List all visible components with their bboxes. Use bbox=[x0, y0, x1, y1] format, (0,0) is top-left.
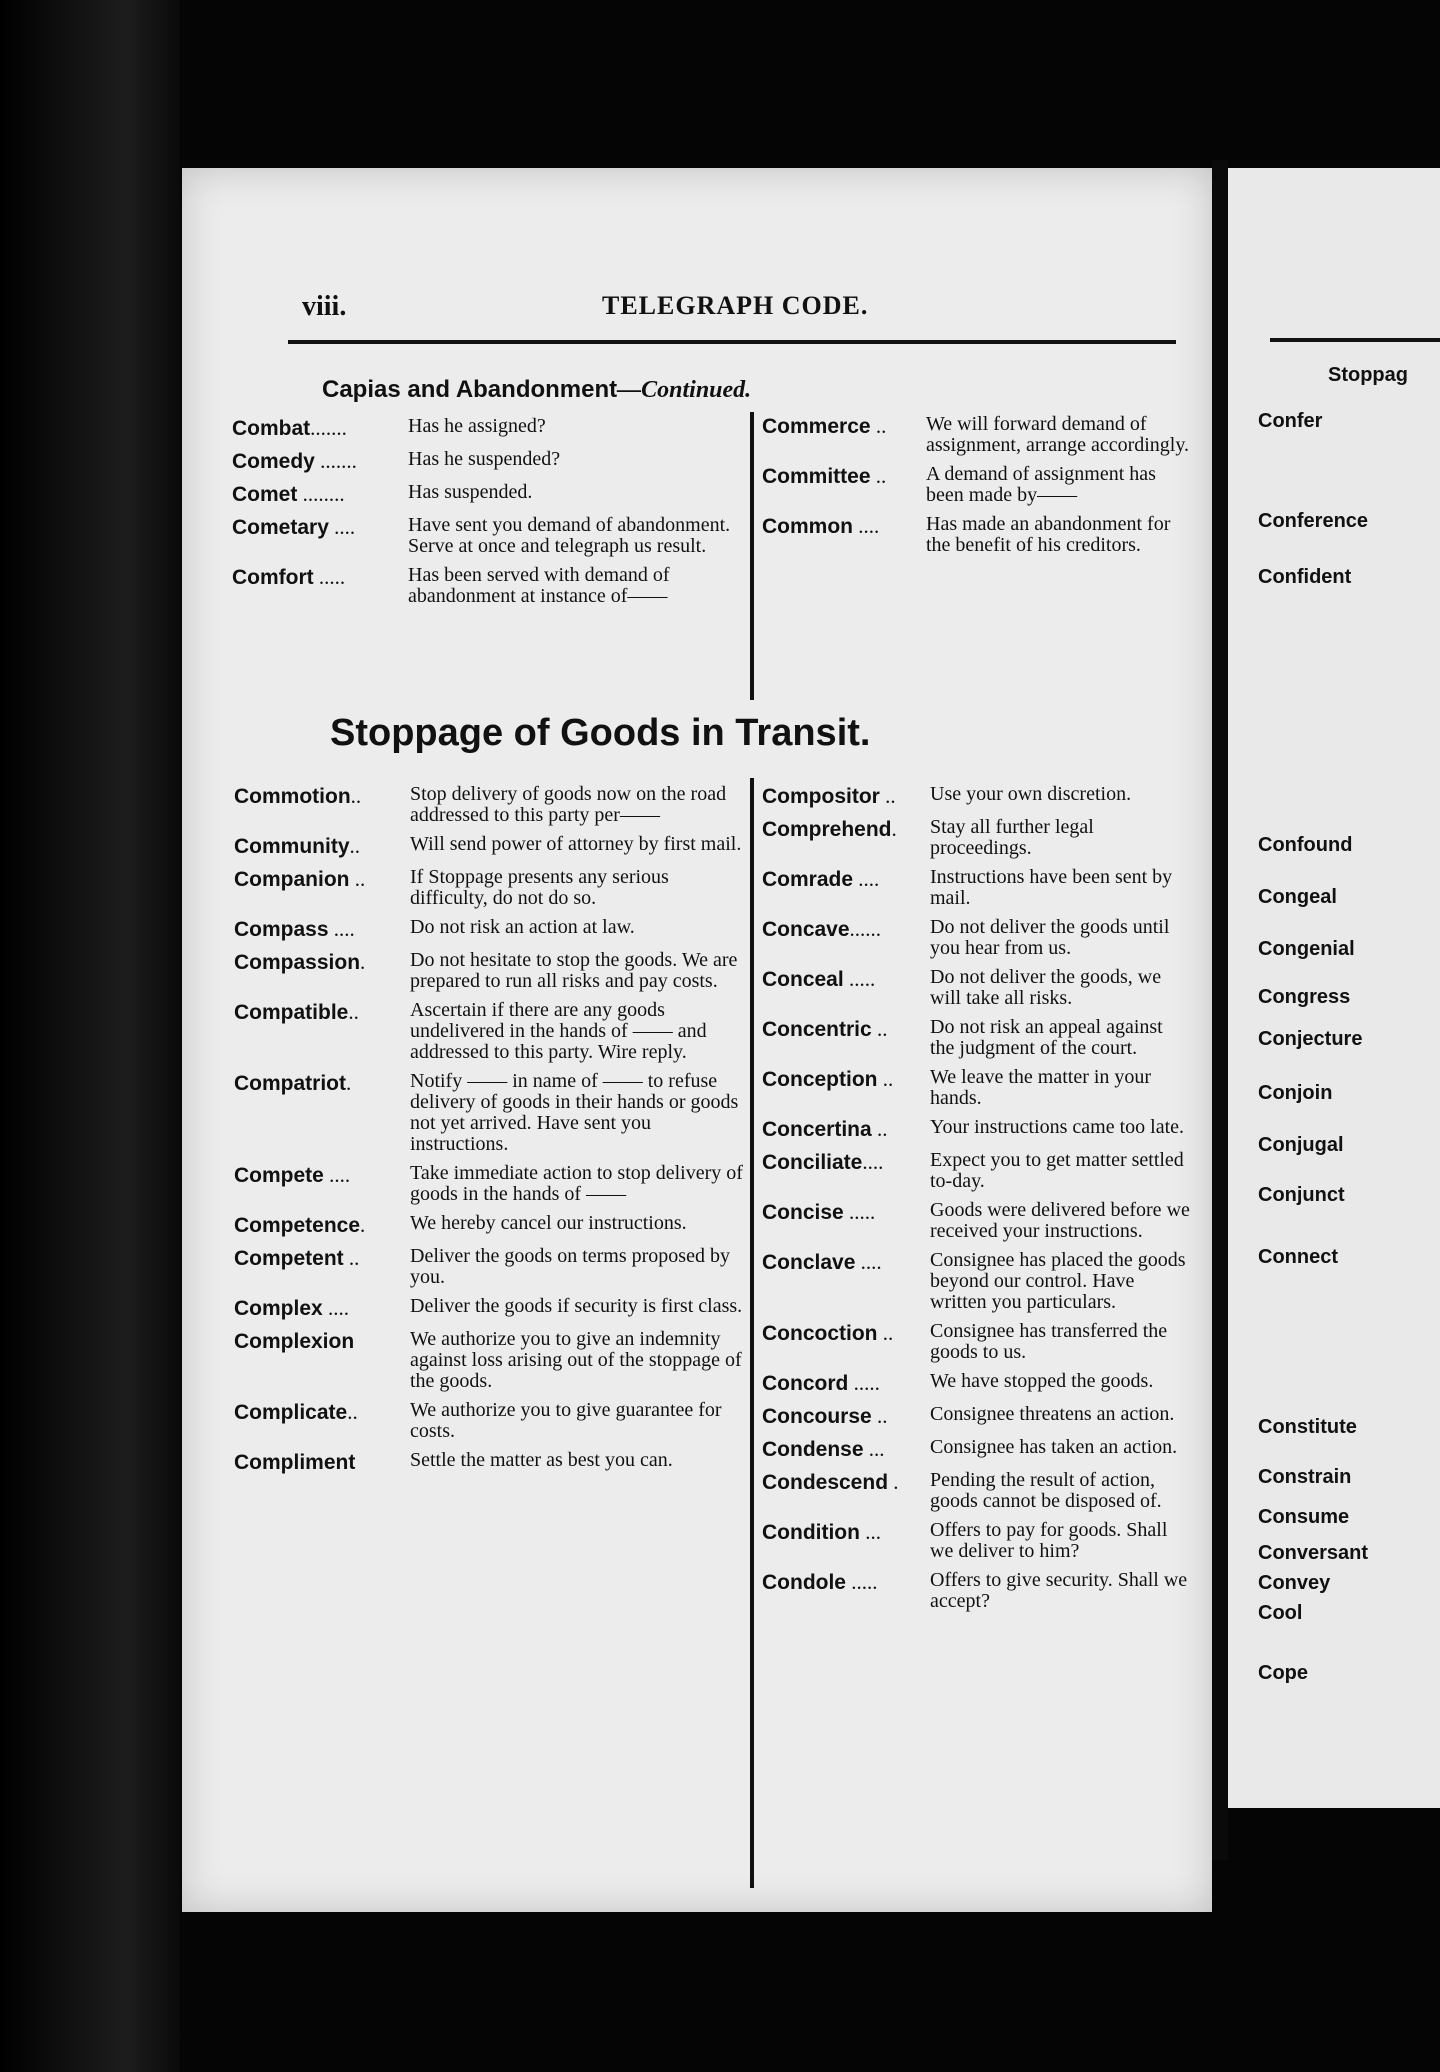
code-meaning: Do not deliver the goods, we will take all risks. bbox=[930, 966, 1162, 1009]
running-title: TELEGRAPH CODE. bbox=[602, 291, 869, 320]
leader-dots: .. bbox=[879, 784, 896, 808]
code-entry bbox=[234, 784, 744, 826]
leader-dots: .. bbox=[871, 1404, 888, 1428]
code-word: Committee .. bbox=[762, 464, 887, 488]
code-entry bbox=[762, 1404, 1192, 1429]
code-word: Comrade .... bbox=[762, 867, 880, 891]
code-meaning: Has made an abandonment for the benefit of his creditors. bbox=[926, 513, 1171, 556]
code-meaning: Have sent you demand of abandonment. Serve at once and telegraph us result. bbox=[408, 514, 731, 557]
page-gutter bbox=[1212, 160, 1228, 1860]
leader-dots: ...... bbox=[849, 917, 882, 941]
code-word: Common .... bbox=[762, 514, 880, 538]
code-meaning: We authorize you to give guarantee for costs. bbox=[410, 1399, 722, 1442]
code-meaning: Will send power of attorney by first mail. bbox=[410, 833, 742, 855]
code-word: Concertina .. bbox=[762, 1117, 888, 1141]
code-entry bbox=[232, 416, 742, 441]
code-meaning: Expect you to get matter settled to-day. bbox=[930, 1149, 1184, 1192]
code-entry bbox=[232, 482, 742, 507]
code-entry bbox=[762, 464, 1192, 506]
right-code-word: Congenial bbox=[1258, 938, 1355, 960]
section1-right-column bbox=[762, 414, 1192, 564]
right-code-word: Consume bbox=[1258, 1506, 1350, 1528]
leader-dots: .... bbox=[322, 1296, 349, 1320]
code-word: Concourse .. bbox=[762, 1404, 888, 1428]
code-entry bbox=[234, 917, 744, 942]
leader-dots: .. bbox=[871, 1017, 888, 1041]
code-meaning: Deliver the goods on terms proposed by you. bbox=[410, 1245, 730, 1288]
leader-dots: . bbox=[891, 817, 897, 841]
code-entry bbox=[762, 1200, 1192, 1242]
right-code-word: Conjunct bbox=[1258, 1184, 1345, 1206]
code-entry bbox=[762, 414, 1192, 456]
code-meaning: Goods were delivered before we received your instructions. bbox=[930, 1199, 1190, 1242]
code-meaning: Consignee has transferred the goods to us. bbox=[930, 1320, 1168, 1363]
right-code-word: Cool bbox=[1258, 1602, 1303, 1624]
leader-dots: .. bbox=[877, 1067, 894, 1091]
leader-dots: ..... bbox=[313, 565, 346, 589]
right-header-rule bbox=[1270, 338, 1440, 342]
right-code-word: Conjecture bbox=[1258, 1028, 1363, 1050]
code-meaning: Has been served with demand of abandonment at instance of—— bbox=[408, 564, 670, 607]
code-entry bbox=[762, 1150, 1192, 1192]
column-divider-1 bbox=[750, 412, 754, 700]
code-meaning: Stay all further legal proceedings. bbox=[930, 816, 1094, 859]
code-word: Compatriot. bbox=[234, 1071, 352, 1095]
code-meaning: Stop delivery of goods now on the road addressed to this party per—— bbox=[410, 783, 727, 826]
code-meaning: Has suspended. bbox=[408, 481, 533, 503]
code-entry bbox=[234, 1000, 744, 1063]
code-word: Comet ........ bbox=[232, 482, 345, 506]
leader-dots: ... bbox=[859, 1520, 881, 1544]
leader-dots: ..... bbox=[843, 1200, 876, 1224]
leader-dots: .. bbox=[877, 1321, 894, 1345]
code-word: Compass .... bbox=[234, 917, 355, 941]
code-entry bbox=[762, 1371, 1192, 1396]
code-word: Conciliate.... bbox=[762, 1150, 884, 1174]
code-meaning: Deliver the goods if security is first class. bbox=[410, 1295, 743, 1317]
section-title-stoppage: Stoppage of Goods in Transit. bbox=[330, 712, 871, 754]
code-entry bbox=[762, 514, 1192, 556]
code-meaning: A demand of assignment has been made by—— bbox=[926, 463, 1156, 506]
code-entry bbox=[762, 1520, 1192, 1562]
leader-dots: . bbox=[346, 1071, 352, 1095]
code-meaning: We authorize you to give an indemnity against loss arising out of the stoppage of the goods. bbox=[410, 1328, 742, 1392]
code-meaning: Do not risk an action at law. bbox=[410, 916, 635, 938]
code-word: Concise ..... bbox=[762, 1200, 876, 1224]
code-meaning: Offers to pay for goods. Shall we deliver to him? bbox=[930, 1519, 1168, 1562]
leader-dots: .. bbox=[349, 834, 360, 858]
code-meaning: Instructions have been sent by mail. bbox=[930, 866, 1173, 909]
code-word: Condition ... bbox=[762, 1520, 881, 1544]
code-meaning: Has he assigned? bbox=[408, 415, 546, 437]
leader-dots: .... bbox=[328, 917, 355, 941]
right-code-word: Conference bbox=[1258, 510, 1369, 532]
leader-dots: .... bbox=[855, 1250, 882, 1274]
code-entry bbox=[234, 950, 744, 992]
right-code-word: Cope bbox=[1258, 1662, 1308, 1684]
section1-left-column bbox=[232, 416, 742, 615]
leader-dots: .... bbox=[323, 1163, 351, 1187]
code-entry bbox=[762, 1017, 1192, 1059]
code-word: Concentric .. bbox=[762, 1017, 888, 1041]
right-code-word: Congress bbox=[1258, 986, 1351, 1008]
leader-dots: ....... bbox=[310, 416, 347, 440]
code-word: Compositor .. bbox=[762, 784, 896, 808]
leader-dots: .. bbox=[350, 784, 362, 808]
code-word: Concoction .. bbox=[762, 1321, 894, 1345]
code-entry bbox=[234, 1329, 744, 1392]
leader-dots: .. bbox=[349, 867, 366, 891]
leader-dots: .... bbox=[862, 1150, 884, 1174]
leader-dots: .... bbox=[853, 514, 880, 538]
code-entry bbox=[762, 917, 1192, 959]
right-code-word: Confound bbox=[1258, 834, 1353, 856]
code-word: Compatible.. bbox=[234, 1000, 359, 1024]
right-code-word: Conjoin bbox=[1258, 1082, 1333, 1104]
right-code-word: Confident bbox=[1258, 566, 1352, 588]
page-header bbox=[302, 291, 1172, 331]
code-entry bbox=[234, 1213, 744, 1238]
leader-dots: .... bbox=[853, 867, 880, 891]
bottom-shadow bbox=[180, 1912, 1440, 2072]
code-word: Complexion bbox=[234, 1330, 355, 1353]
code-word: Complicate.. bbox=[234, 1400, 358, 1424]
code-word: Competent .. bbox=[234, 1246, 360, 1270]
code-meaning: We leave the matter in your hands. bbox=[930, 1066, 1152, 1109]
leader-dots: . bbox=[360, 950, 366, 974]
header-rule bbox=[288, 340, 1176, 344]
right-code-word: Connect bbox=[1258, 1246, 1338, 1268]
right-code-word: Conjugal bbox=[1258, 1134, 1344, 1156]
code-entry bbox=[762, 784, 1192, 809]
code-meaning: Use your own discretion. bbox=[930, 783, 1132, 805]
code-word: Companion .. bbox=[234, 867, 366, 891]
code-meaning: Consignee has taken an action. bbox=[930, 1436, 1178, 1458]
code-entry bbox=[234, 1400, 744, 1442]
code-entry bbox=[762, 1570, 1192, 1612]
section2-left-column bbox=[234, 784, 744, 1483]
code-meaning: Do not deliver the goods until you hear from us. bbox=[930, 916, 1170, 959]
code-meaning: Do not hesitate to stop the goods. We are prepared to run all risks and pay costs. bbox=[410, 949, 738, 992]
right-code-word: Conversant bbox=[1258, 1542, 1369, 1564]
code-meaning: Notify —— in name of —— to refuse delivery of goods in their hands or goods not yet arrived. Have sent you instructions. bbox=[410, 1070, 739, 1155]
right-code-word: Convey bbox=[1258, 1572, 1331, 1594]
right-page-fragment bbox=[1228, 168, 1440, 1808]
code-word: Concord ..... bbox=[762, 1371, 880, 1395]
leader-dots: ....... bbox=[314, 449, 357, 473]
code-meaning: Consignee threatens an action. bbox=[930, 1403, 1175, 1425]
code-meaning: Offers to give security. Shall we accept? bbox=[930, 1569, 1188, 1612]
code-entry bbox=[762, 967, 1192, 1009]
code-entry bbox=[234, 1071, 744, 1155]
column-divider-2 bbox=[750, 778, 754, 1888]
section2-right-column bbox=[762, 784, 1192, 1620]
right-code-word: Constrain bbox=[1258, 1466, 1352, 1488]
leader-dots: .. bbox=[871, 1117, 888, 1141]
code-meaning: Pending the result of action, goods cannot be disposed of. bbox=[930, 1469, 1162, 1512]
code-entry bbox=[762, 1117, 1192, 1142]
leader-dots: .... bbox=[328, 515, 356, 539]
code-word: Competence. bbox=[234, 1213, 366, 1237]
code-word: Condole ..... bbox=[762, 1570, 878, 1594]
code-word: Conceal ..... bbox=[762, 967, 876, 991]
code-entry bbox=[232, 515, 742, 557]
page-number: viii. bbox=[302, 291, 347, 322]
code-meaning: We will forward demand of assignment, arrange accordingly. bbox=[926, 413, 1190, 456]
right-code-word: Confer bbox=[1258, 410, 1323, 432]
code-word: Combat....... bbox=[232, 416, 347, 440]
section-heading-capias: Capias and Abandonment—Continued. bbox=[322, 376, 752, 403]
code-word: Concave...... bbox=[762, 917, 882, 941]
code-meaning: Do not risk an appeal against the judgment of the court. bbox=[930, 1016, 1163, 1059]
code-word: Comedy ....... bbox=[232, 449, 357, 473]
code-word: Commotion.. bbox=[234, 784, 362, 808]
code-entry bbox=[234, 1163, 744, 1205]
leader-dots: ..... bbox=[848, 1371, 880, 1395]
leader-dots: .. bbox=[347, 1400, 358, 1424]
left-page bbox=[182, 168, 1212, 1912]
right-code-word: Constitute bbox=[1258, 1416, 1357, 1438]
code-entry bbox=[762, 1437, 1192, 1462]
leader-dots: .. bbox=[348, 1000, 359, 1024]
code-meaning: If Stoppage presents any serious difficulty, do not do so. bbox=[410, 866, 669, 909]
code-word: Complex .... bbox=[234, 1296, 349, 1320]
code-word: Conclave .... bbox=[762, 1250, 882, 1274]
code-word: Comprehend. bbox=[762, 817, 897, 841]
code-meaning: Has he suspended? bbox=[408, 448, 561, 470]
right-code-word: Congeal bbox=[1258, 886, 1337, 908]
code-entry bbox=[234, 1246, 744, 1288]
code-word: Cometary .... bbox=[232, 515, 356, 539]
code-meaning: Your instructions came too late. bbox=[930, 1116, 1185, 1138]
code-entry bbox=[232, 449, 742, 474]
right-heading: Stoppag bbox=[1328, 364, 1408, 386]
code-word: Compassion. bbox=[234, 950, 366, 974]
code-meaning: Ascertain if there are any goods undelivered in the hands of —— and addressed to this party. Wire reply. bbox=[410, 999, 707, 1063]
book-spine-shadow bbox=[0, 0, 180, 2072]
leader-dots: ........ bbox=[297, 482, 345, 506]
code-entry bbox=[762, 1321, 1192, 1363]
leader-dots: .. bbox=[343, 1246, 360, 1270]
code-word: Condescend . bbox=[762, 1470, 899, 1494]
code-word: Comfort ..... bbox=[232, 565, 346, 589]
code-word: Compete .... bbox=[234, 1163, 351, 1187]
leader-dots: .. bbox=[870, 414, 887, 438]
code-entry bbox=[234, 1450, 744, 1475]
code-meaning: We have stopped the goods. bbox=[930, 1370, 1154, 1392]
leader-dots: . bbox=[360, 1213, 366, 1237]
leader-dots: ..... bbox=[843, 967, 876, 991]
code-word: Condense ... bbox=[762, 1437, 885, 1461]
code-entry bbox=[762, 1067, 1192, 1109]
code-entry bbox=[762, 1470, 1192, 1512]
code-entry bbox=[234, 1296, 744, 1321]
code-entry bbox=[234, 867, 744, 909]
code-meaning: Take immediate action to stop delivery of goods in the hands of —— bbox=[410, 1162, 743, 1205]
code-word: Community.. bbox=[234, 834, 360, 858]
leader-dots: .. bbox=[870, 464, 887, 488]
code-word: Conception .. bbox=[762, 1067, 894, 1091]
code-entry bbox=[232, 565, 742, 607]
leader-dots: . bbox=[888, 1470, 899, 1494]
code-entry bbox=[762, 867, 1192, 909]
code-meaning: Settle the matter as best you can. bbox=[410, 1449, 673, 1471]
leader-dots: ..... bbox=[846, 1570, 878, 1594]
code-entry bbox=[234, 834, 744, 859]
code-meaning: Consignee has placed the goods beyond our control. Have written you particulars. bbox=[930, 1249, 1186, 1313]
code-entry bbox=[762, 817, 1192, 859]
leader-dots: ... bbox=[863, 1437, 885, 1461]
code-word: Commerce .. bbox=[762, 414, 887, 438]
code-meaning: We hereby cancel our instructions. bbox=[410, 1212, 687, 1234]
code-word: Compliment bbox=[234, 1451, 356, 1474]
code-entry bbox=[762, 1250, 1192, 1313]
